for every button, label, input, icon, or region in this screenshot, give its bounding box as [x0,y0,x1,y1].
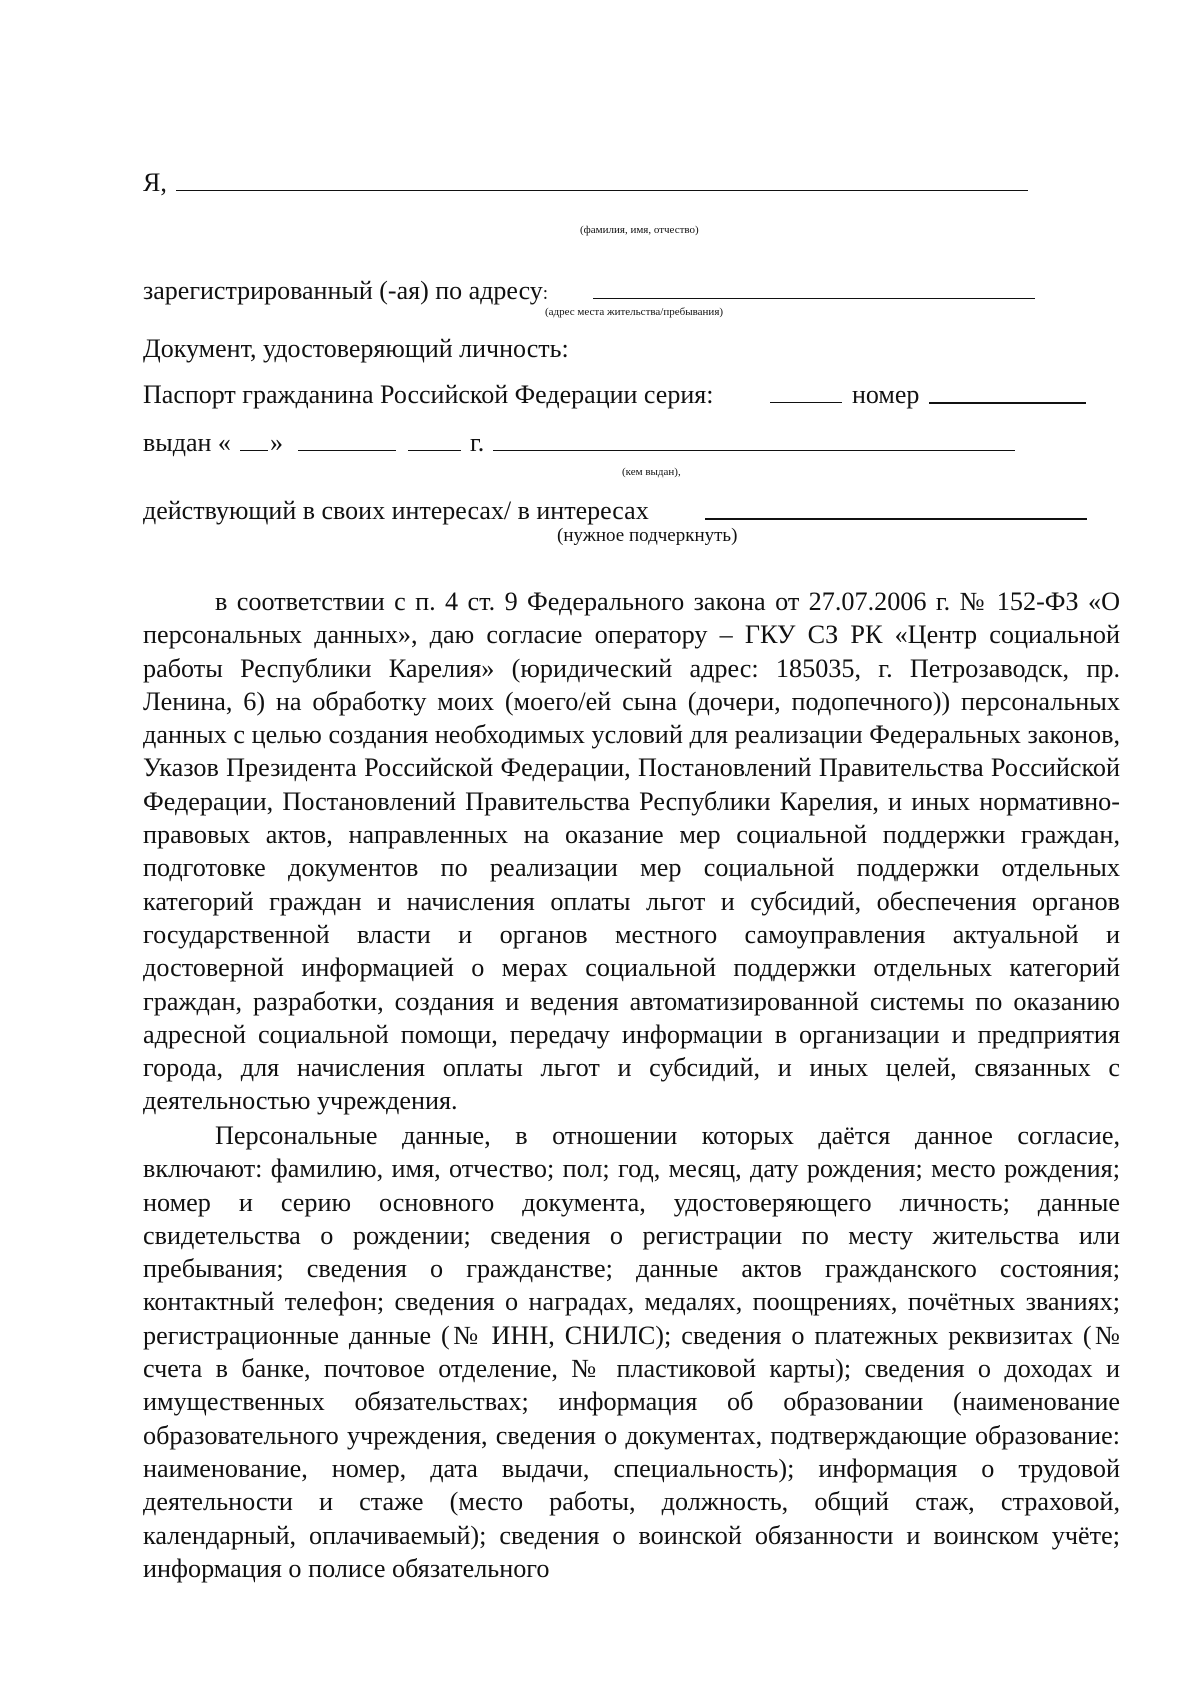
acting-field[interactable] [705,496,1087,520]
issued-label: выдан « [143,428,231,457]
passport-label: Паспорт гражданина Российской Федерации серия: [143,380,714,409]
address-caption: (адрес места жительства/пребывания) [545,306,724,318]
year-label: г. [470,428,485,457]
passport-number-field[interactable] [929,380,1086,404]
passport-series-field[interactable] [770,380,842,403]
issued-day-field[interactable] [240,428,268,451]
registered-label-text: зарегистрированный (-ая) по адресу [143,276,543,305]
underline-caption: (нужное подчеркнуть) [557,525,738,546]
consent-paragraph-1-text: в соответствии с п. 4 ст. 9 Федерального закона от 27.07.2006 г. № 152-ФЗ «О персональных данных», даю согласие оператору – ГКУ СЗ РК «Центр социальной работы Республики Карелия» (юридический адрес: 185035, г. Петрозаводск, пр. Ленина, 6) на обработку моих (моего/ей сына (дочери, подопечного)) персональных данных с целью создания необходимых условий для реализации Федеральных законов, Указов Президента Российской Федерации, Постановлений Правительства Российской Федерации, Постановлений Правительства Республики Карелия, и иных нормативно-правовых актов, направленных на оказание мер социальной поддержки граждан, подготовке документов по реализации мер социальной поддержки отдельных категорий граждан и начисления оплаты льгот и субсидий, обеспечения органов государственной власти и органов местного самоуправления актуальной и достоверной информацией о мерах социальной поддержки отдельных категорий граждан, разработки, создания и ведения автоматизированной системы по оказанию адресной социальной помощи, передачу информации в организации и предприятия города, для начисления оплаты льгот и субсидий, и иных целей, связанных с деятельностью учреждения. [143,587,1120,1116]
consent-paragraph-2 [143,1119,1120,1585]
issued-by-caption: (кем выдан), [622,466,681,478]
consent-paragraph-1 [143,585,1120,1118]
issued-by-field[interactable] [493,428,1015,451]
issued-month-field[interactable] [298,428,396,451]
ya-label: Я, [143,168,167,197]
fio-caption: (фамилия, имя, отчество) [580,224,699,236]
identity-doc-label: Документ, удостоверяющий личность: [143,334,569,363]
registered-label [143,276,548,309]
consent-paragraph-2-text: Персональные данные, в отношении которых даётся данное согласие, включают: фамилию, имя, отчество; пол; год, месяц, дату рождения; место рождения; номер и серию основного документа, удостоверяющего личность; данные свидетельства о рождении; сведения о регистрации по месту жительства или пребывания; сведения о гражданстве; данные актов гражданского состояния; контактный телефон; сведения о наградах, медалях, поощрениях, почётных званиях; регистрационные данные (№ ИНН, СНИЛС); сведения о платежных реквизитах (№ счета в банке, почтовое отделение, № пластиковой карты); сведения о доходах и имущественных обязательствах; информация об образовании (наименование образовательного учреждения, сведения о документах, подтверждающие образование: наименование, номер, дата выдачи, специальность); информация о трудовой деятельности и стаже (место работы, должность, общий стаж, страховой, календарный, оплачиваемый); сведения о воинской обязанности и воинском учёте; информация о полисе обязательного [143,1121,1120,1583]
number-label: номер [852,380,920,409]
registered-colon: : [542,283,549,304]
issued-quote-close: » [270,428,283,457]
issued-year-field[interactable] [408,428,461,451]
fio-field[interactable] [176,168,1028,191]
address-field[interactable] [593,276,1035,299]
acting-label: действующий в своих интересах/ в интересах [143,496,649,525]
